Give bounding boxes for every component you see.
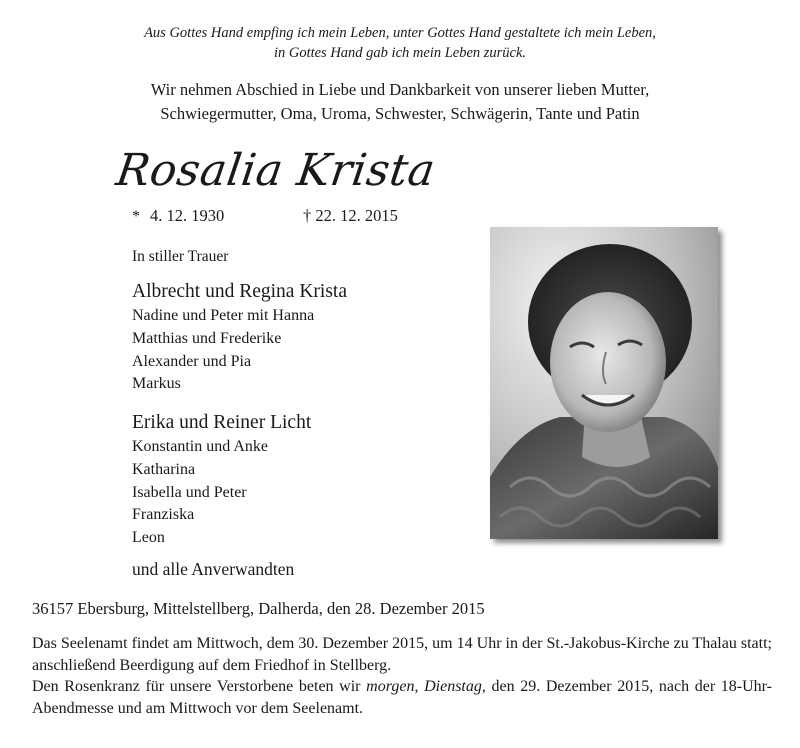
motto-line-1: Aus Gottes Hand empfing ich mein Leben, unter Gottes Hand gestaltete ich mein Leben,	[144, 25, 656, 41]
family-member: Nadine und Peter mit Hanna	[132, 307, 315, 324]
family-member: Matthias und Frederike	[132, 329, 282, 347]
portrait-photo	[490, 227, 718, 539]
family-head: Erika und Reiner Licht	[132, 412, 312, 433]
info-text: , den 29. Dezember 2015, nach der 18-Uhr-Abendmesse und am Mittwoch vor dem Seelenamt.	[32, 678, 773, 717]
birth-star-icon: *	[132, 208, 140, 225]
family-head: Albrecht und Regina Krista	[132, 281, 347, 302]
family-member: Franziska	[132, 506, 195, 524]
birth-date-text: 4. 12. 1930	[150, 206, 225, 225]
family-member: Katharina	[132, 460, 196, 478]
deceased-name-text: Rosalia Krista	[113, 145, 439, 196]
death-date: † 22. 12. 2015	[303, 206, 398, 225]
family-member: Leon	[132, 529, 165, 547]
deceased-name-script	[113, 133, 540, 203]
service-info-para-1: Das Seelenamt findet am Mittwoch, dem 30. Dezember 2015, um 14 Uhr in der St.-Jakobus-Kirche zu Thalau statt; anschließend Beerdigung auf dem Friedhof in Stellberg.	[32, 635, 772, 674]
intro-text	[0, 78, 800, 126]
intro-line-2: Schwiegermutter, Oma, Uroma, Schwester, Schwägerin, Tante und Patin	[160, 104, 640, 123]
deceased-name	[113, 133, 540, 203]
info-text: Den Rosenkranz für unsere Verstorbene beten wir	[32, 678, 367, 695]
family-member: Markus	[132, 375, 181, 393]
service-info-para-2	[32, 676, 772, 719]
info-text: ,	[414, 678, 425, 695]
family-group-1	[132, 279, 347, 396]
family-member: Konstantin und Anke	[132, 438, 268, 455]
family-member: Alexander und Pia	[132, 352, 252, 370]
anverwandten-text: und alle Anverwandten	[132, 559, 295, 579]
motto-line-2: in Gottes Hand gab ich mein Leben zurück.	[273, 45, 527, 61]
birth-date	[132, 205, 224, 228]
place-date: 36157 Ebersburg, Mittelstellberg, Dalherda, den 28. Dezember 2015	[32, 599, 485, 618]
service-info	[32, 633, 772, 719]
portrait-image	[490, 227, 718, 539]
trauer-text: In stiller Trauer	[132, 248, 229, 265]
info-italic: morgen	[366, 678, 415, 695]
family-group-2	[132, 410, 311, 550]
family-member: Isabella und Peter	[132, 483, 247, 501]
info-italic: Dienstag	[424, 678, 482, 695]
motto	[0, 23, 800, 63]
intro-line-1: Wir nehmen Abschied in Liebe und Dankbarkeit von unserer lieben Mutter,	[150, 80, 650, 99]
